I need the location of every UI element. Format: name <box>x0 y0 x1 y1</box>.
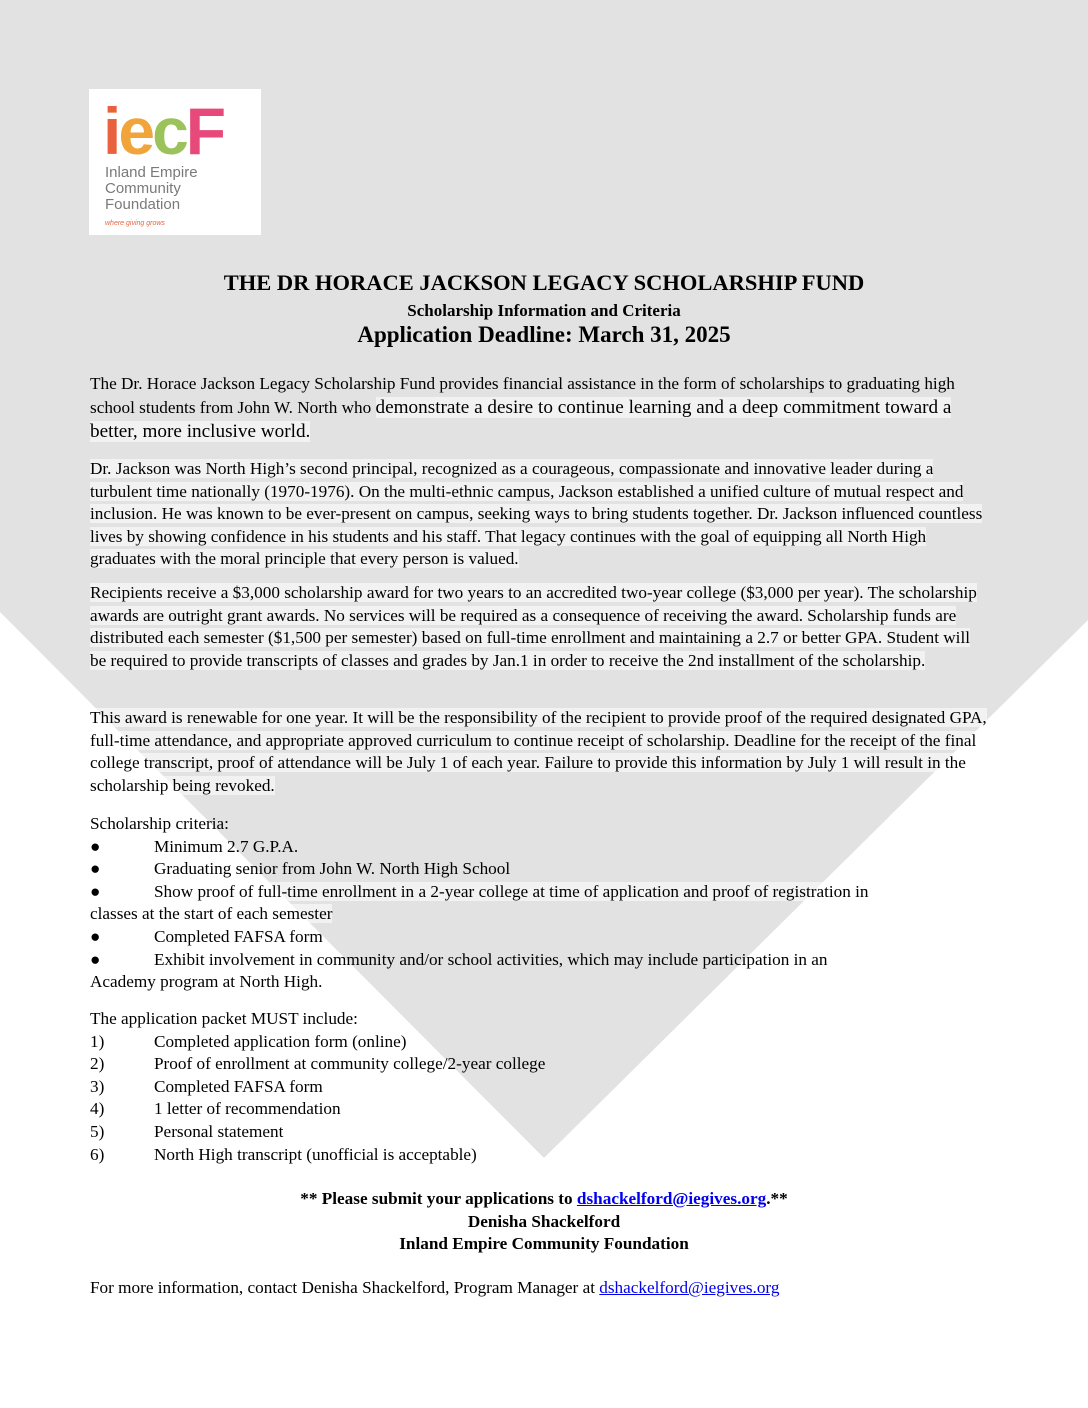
submit-email-link[interactable]: dshackelford@iegives.org <box>576 1189 767 1208</box>
criteria-item: ● Minimum 2.7 G.P.A. <box>90 836 299 856</box>
award-paragraph: Recipients receive a $3,000 scholarship award for two years to an accredited two-year college ($3,000 per year). The scholarship awards are outright grant awards. No services will be required as a consequence of receiving the award. Scholarship funds are distributed each semester ($1,500 per semester) based on full-time enrollment and maintaining a 2.7 or better GPA. Student will be required to provide transcripts of classes and grades by Jan.1 in order to receive the 2nd installment of the scholarship. <box>90 583 977 670</box>
packet-item: 4) 1 letter of recommendation <box>90 1099 341 1119</box>
criteria-item: ● Exhibit involvement in community and/or school activities, which may include participation in an <box>90 949 828 969</box>
criteria-item: ● Show proof of full-time enrollment in a 2-year college at time of application and proof of registration in <box>90 881 869 901</box>
page-title: THE DR HORACE JACKSON LEGACY SCHOLARSHIP FUND <box>223 270 865 295</box>
packet-heading: The application packet MUST include: <box>90 1009 358 1028</box>
contact-org: Inland Empire Community Foundation <box>399 1234 689 1253</box>
page-subtitle: Scholarship Information and Criteria <box>407 301 681 320</box>
criteria-list <box>90 813 990 994</box>
packet-list <box>90 1008 990 1166</box>
application-deadline: Application Deadline: March 31, 2025 <box>357 322 731 347</box>
iecf-logo <box>89 89 261 235</box>
criteria-item: ● Completed FAFSA form <box>90 926 323 946</box>
packet-item: 6) North High transcript (unofficial is acceptable) <box>90 1144 477 1164</box>
renewal-paragraph: This award is renewable for one year. It will be the responsibility of the recipient to provide proof of the required designated GPA, full-time attendance, and appropriate approved curriculum to continue receipt of scholarship. Deadline for the receipt of the final college transcript, proof of attendance will be July 1 of each year. Failure to provide this information by July 1 will result in the scholarship being revoked. <box>90 708 987 795</box>
criteria-item-continued: classes at the start of each semester <box>90 904 333 924</box>
packet-item: 2) Proof of enrollment at community college/2-year college <box>90 1054 546 1074</box>
submission-block <box>0 1188 1088 1256</box>
logo-tagline: where giving grows <box>105 220 165 227</box>
criteria-heading: Scholarship criteria: <box>90 814 229 833</box>
submit-line: ** Please submit your applications to dshackelford@iegives.org.** <box>300 1189 788 1208</box>
history-paragraph: Dr. Jackson was North High’s second principal, recognized as a courageous, compassionate and innovative leader during a turbulent time nationally (1970-1976). On the multi-ethnic campus, Jackson established a unified culture of mutual respect and inclusion. He was known to be ever-present on campus, seeking ways to bring students together. Dr. Jackson influenced countless lives by showing confidence in his students and his staff. That legacy continues with the goal of equipping all North High graduates with the moral principle that every person is valued. <box>90 459 983 568</box>
criteria-item-continued: Academy program at North High. <box>90 972 323 992</box>
contact-name: Denisha Shackelford <box>467 1211 621 1231</box>
contact-email-link[interactable]: dshackelford@iegives.org <box>599 1278 780 1297</box>
criteria-item: ● Graduating senior from John W. North High School <box>90 859 511 879</box>
logo-words: Inland Empire Community Foundation <box>105 164 198 213</box>
packet-item: 1) Completed application form (online) <box>90 1031 407 1051</box>
packet-item: 5) Personal statement <box>90 1121 284 1141</box>
contact-line: For more information, contact Denisha Shackelford, Program Manager at dshackelford@iegives.org <box>90 1278 780 1297</box>
packet-item: 3) Completed FAFSA form <box>90 1076 323 1096</box>
intro-paragraph: The Dr. Horace Jackson Legacy Scholarship Fund provides financial assistance in the form of scholarships to graduating high school students from John W. North who demonstrate a desire to continue learning and a deep commitment toward a better, more inclusive world. <box>90 374 955 442</box>
logo-mark: iecF <box>103 94 224 168</box>
